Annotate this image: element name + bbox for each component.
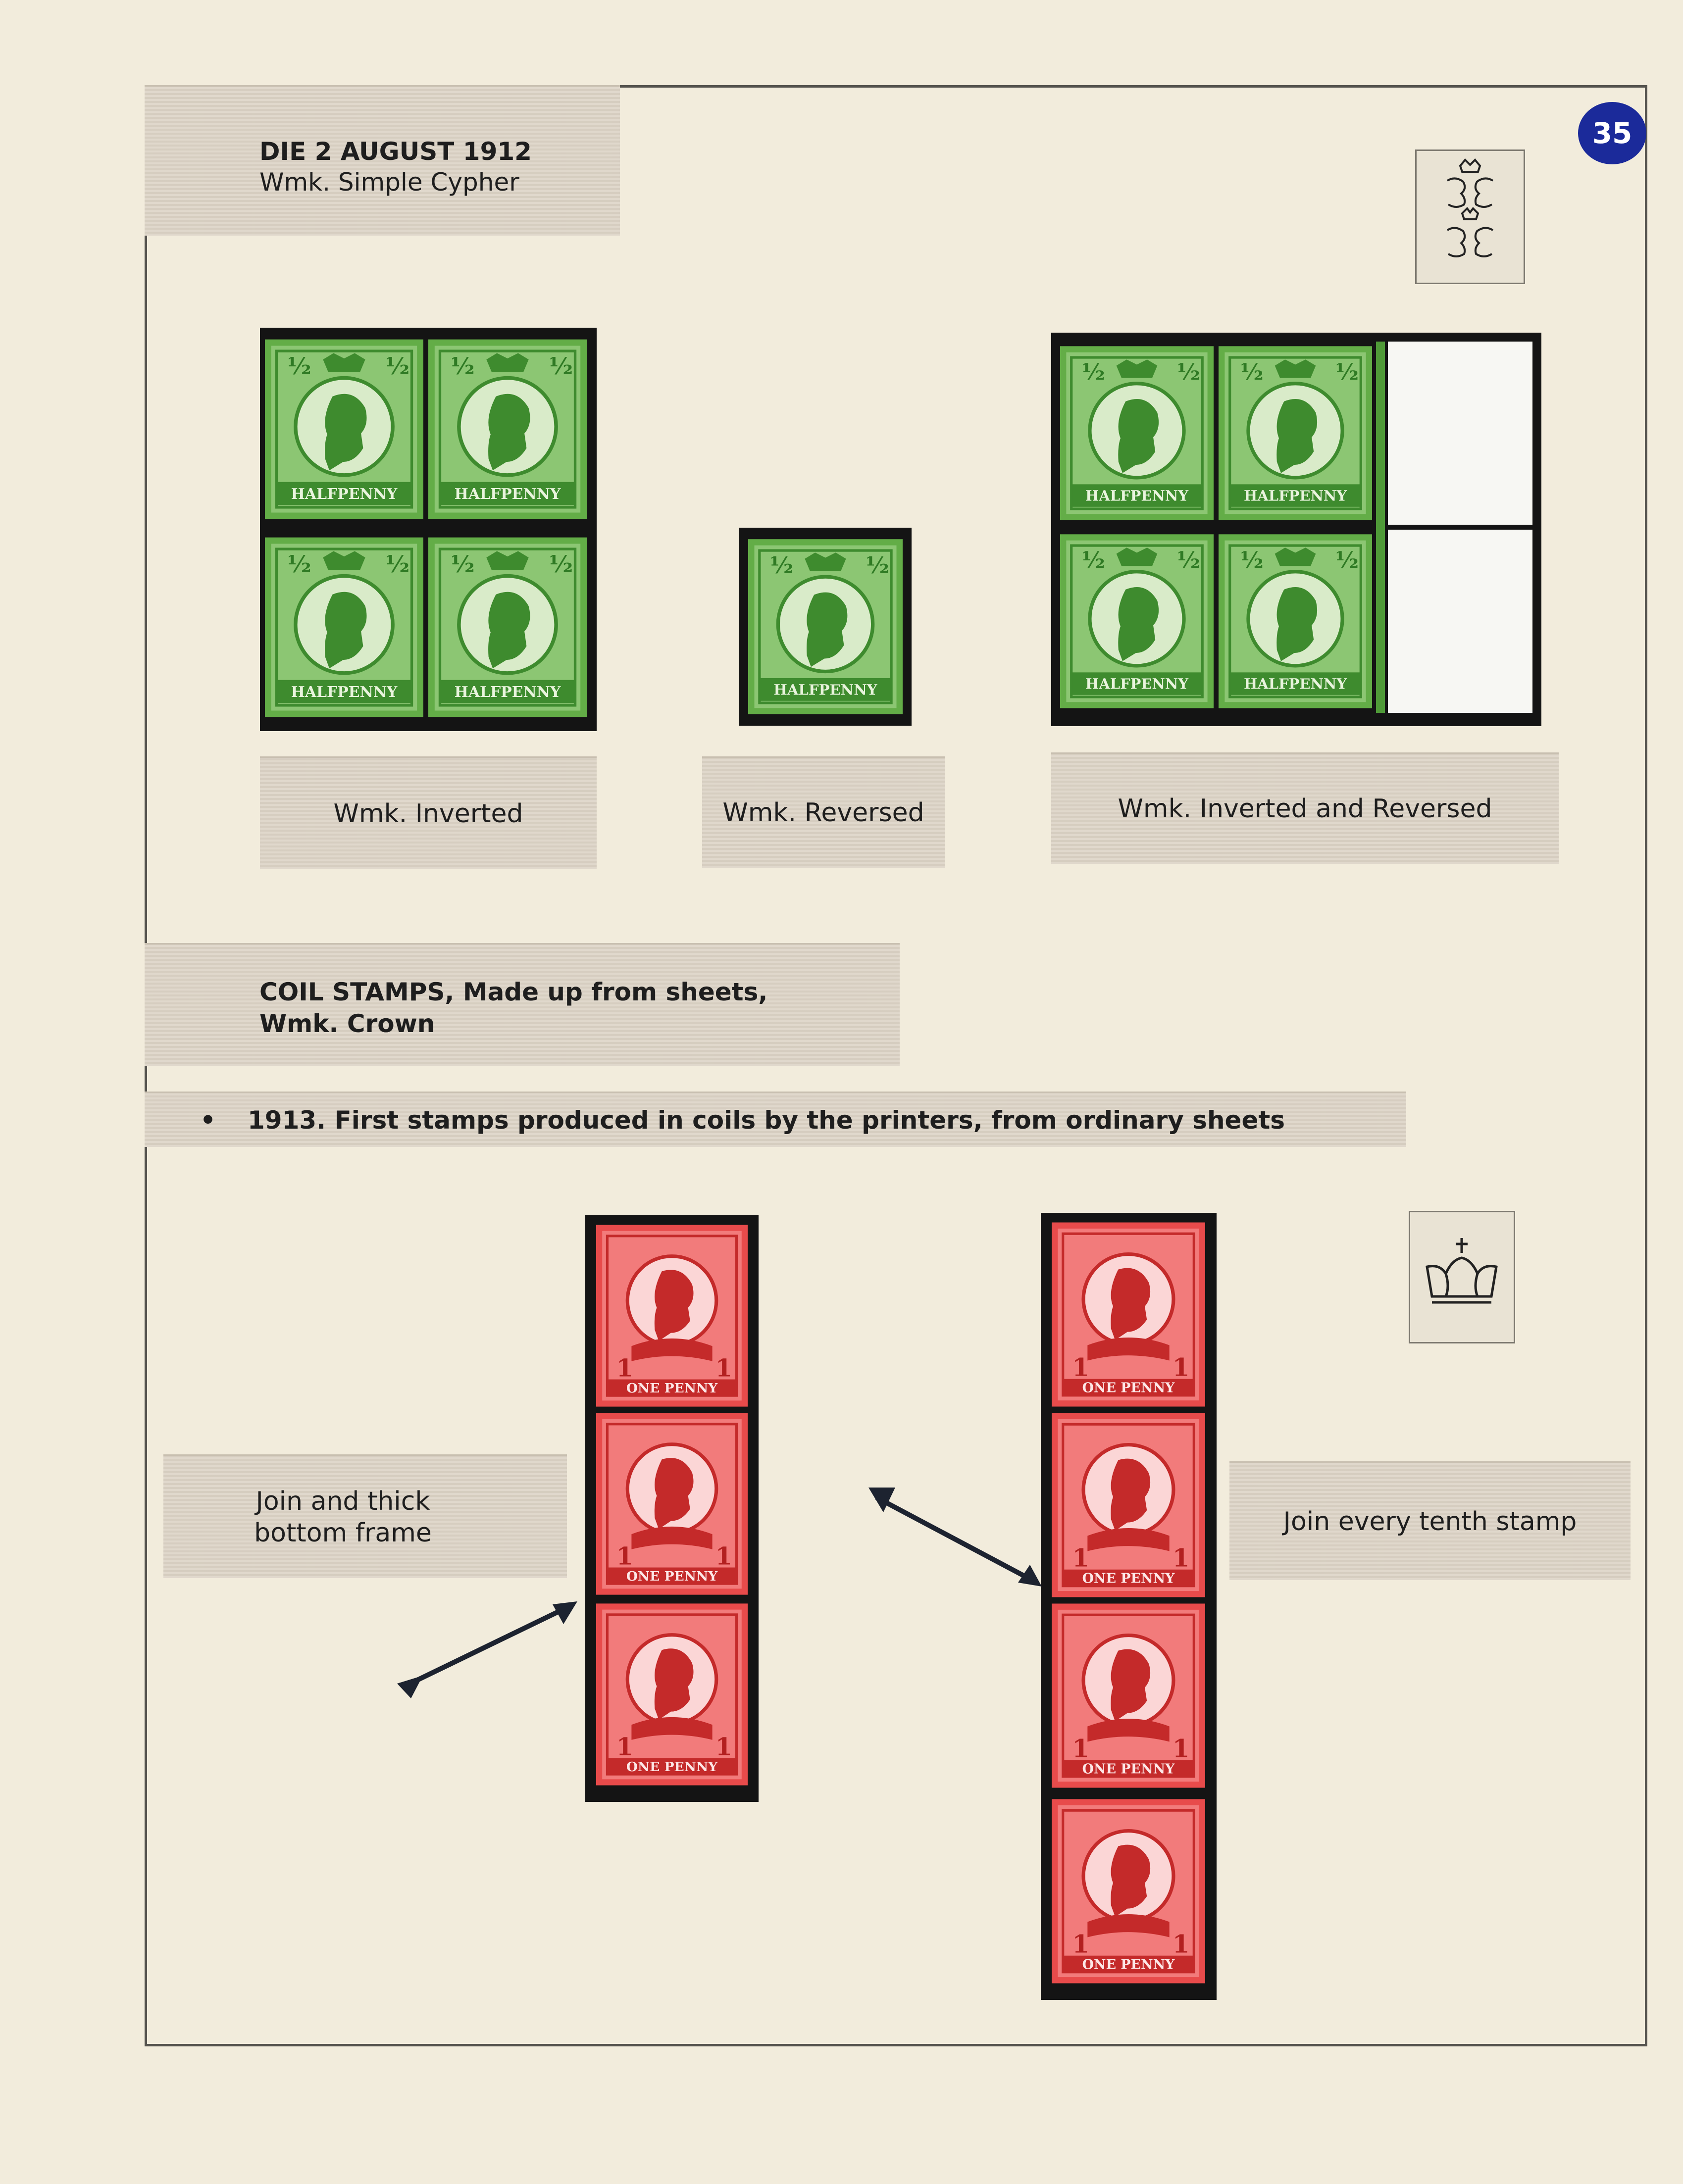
stamp-one-penny	[1052, 1222, 1205, 1407]
stamp-one-penny	[1052, 1603, 1205, 1788]
annotation-left-line1: Join and thick	[255, 1486, 430, 1516]
sheet-margin	[1388, 530, 1532, 713]
section2-title-line1: COIL STAMPS, Made up from sheets,	[259, 978, 768, 1006]
bullet: •	[200, 1105, 216, 1135]
caption-wmk-inverted: Wmk. Inverted	[260, 756, 597, 869]
coil-note	[145, 1092, 1406, 1147]
annotation-join-thick-frame	[163, 1454, 567, 1578]
crown-watermark-box	[1409, 1211, 1515, 1343]
cypher-watermark-icon	[1417, 151, 1524, 283]
arrow-icon	[391, 1587, 589, 1705]
stamp-halfpenny	[748, 537, 903, 717]
caption-wmk-inverted-reversed: Wmk. Inverted and Reversed	[1051, 752, 1559, 864]
coil-note-text: 1913. First stamps produced in coils by the printers, from ordinary sheets	[248, 1105, 1285, 1135]
section1-heading	[145, 85, 620, 236]
stamp-block-inverted-reversed	[1051, 333, 1541, 726]
stamp-one-penny	[596, 1224, 748, 1407]
stamp-halfpenny	[1060, 530, 1214, 713]
arrow-icon	[862, 1473, 1050, 1596]
annotation-left-line2: bottom frame	[254, 1518, 432, 1548]
stamp-halfpenny	[1219, 342, 1372, 525]
section1-title: DIE 2 AUGUST 1912	[259, 137, 532, 166]
caption-wmk-reversed: Wmk. Reversed	[702, 756, 945, 868]
crown-watermark-icon	[1410, 1212, 1514, 1342]
stamp-halfpenny	[428, 333, 587, 526]
coil-strip-3	[585, 1215, 759, 1802]
stamp-one-penny	[1052, 1412, 1205, 1598]
section2-heading	[145, 943, 900, 1066]
sheet-margin	[1388, 342, 1532, 525]
stamp-halfpenny	[428, 531, 587, 724]
stamp-halfpenny	[265, 333, 423, 526]
stamp-one-penny	[1052, 1793, 1205, 1989]
stamp-one-penny	[596, 1600, 748, 1788]
section1-subtitle: Wmk. Simple Cypher	[259, 168, 519, 197]
section2-title-line2: Wmk. Crown	[259, 1009, 435, 1038]
page-number-badge: 35	[1578, 102, 1646, 164]
stamp-halfpenny	[1219, 530, 1372, 713]
stamp-halfpenny	[265, 531, 423, 724]
stamp-single-reversed	[739, 528, 912, 726]
cypher-watermark-box	[1415, 149, 1525, 284]
sheet-margin-rule	[1376, 342, 1385, 713]
stamp-halfpenny	[1060, 342, 1214, 525]
annotation-join-tenth: Join every tenth stamp	[1229, 1461, 1631, 1580]
coil-strip-4	[1041, 1213, 1217, 2000]
stamp-one-penny	[596, 1412, 748, 1595]
stamp-block-inverted	[260, 328, 597, 731]
